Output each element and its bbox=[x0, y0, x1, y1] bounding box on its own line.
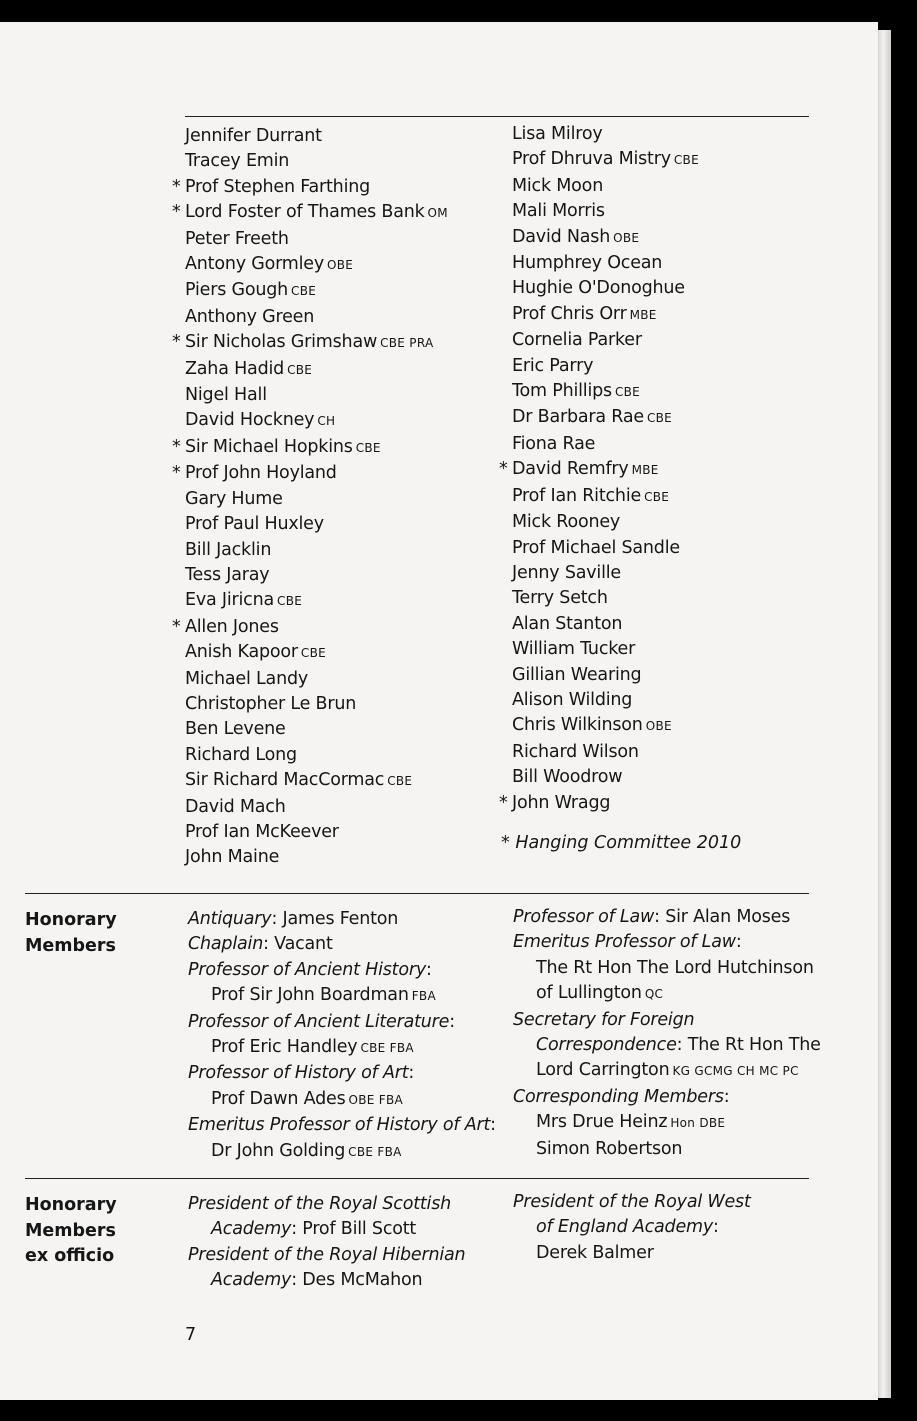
academician-item bbox=[512, 484, 699, 510]
honours: MBE bbox=[629, 307, 657, 322]
member-name: James Fenton bbox=[282, 909, 399, 929]
member-name: Lord Carrington bbox=[536, 1060, 670, 1081]
academician-item bbox=[512, 688, 699, 713]
academician-item bbox=[512, 225, 699, 251]
role-colon: : bbox=[723, 1086, 730, 1107]
member-role: Professor of Law bbox=[513, 907, 655, 927]
section-rule-2 bbox=[25, 1178, 809, 1179]
academician-item bbox=[172, 615, 448, 640]
member-name: Prof Bill Scott bbox=[302, 1219, 417, 1240]
honours: CBE bbox=[644, 489, 670, 504]
academician-item bbox=[185, 149, 448, 174]
honours: MBE bbox=[631, 463, 659, 478]
honours: OBE bbox=[327, 258, 354, 273]
role-colon: : bbox=[263, 934, 269, 955]
academician-name: Lord Foster of Thames Bank bbox=[185, 202, 425, 223]
hanging-committee-star: * bbox=[499, 792, 508, 813]
academician-name: Eva Jiricna bbox=[185, 590, 275, 611]
academician-item bbox=[499, 457, 699, 483]
member-role: of England Academy bbox=[536, 1217, 714, 1238]
page-edge bbox=[878, 30, 891, 1398]
academician-name: Nigel Hall bbox=[185, 385, 267, 406]
academician-item bbox=[512, 199, 699, 224]
academician-name: Allen Jones bbox=[185, 616, 279, 637]
member-name: Mrs Drue Heinz bbox=[536, 1112, 668, 1133]
academician-name: Prof Paul Huxley bbox=[185, 514, 324, 535]
member-name: Dr John Golding bbox=[211, 1140, 346, 1161]
honours: OM bbox=[427, 206, 448, 221]
academician-name: Mali Morris bbox=[512, 201, 605, 222]
member-entry bbox=[513, 1085, 821, 1110]
academician-item bbox=[185, 563, 448, 588]
top-rule bbox=[185, 116, 809, 117]
academician-name: David Nash bbox=[512, 226, 611, 247]
academician-name: Piers Gough bbox=[185, 280, 289, 301]
member-entry bbox=[513, 1033, 821, 1058]
member-entry bbox=[188, 932, 496, 957]
academician-item bbox=[172, 461, 448, 486]
academician-name: Prof Michael Sandle bbox=[512, 537, 680, 558]
member-entry bbox=[513, 1190, 751, 1215]
academician-item bbox=[185, 124, 448, 149]
member-entry bbox=[188, 1113, 496, 1138]
honours: OBE bbox=[645, 719, 672, 734]
honours: CBE bbox=[291, 284, 317, 299]
academician-item bbox=[185, 795, 448, 820]
member-name: Sir Alan Moses bbox=[665, 907, 791, 927]
academician-name: Michael Landy bbox=[185, 668, 309, 689]
member-entry bbox=[188, 1139, 496, 1165]
section-rule-1 bbox=[25, 893, 809, 894]
member-name: Vacant bbox=[274, 934, 333, 955]
academician-item bbox=[512, 302, 699, 328]
academician-name: Richard Wilson bbox=[512, 741, 639, 762]
academician-item bbox=[512, 405, 699, 431]
academician-name: Anish Kapoor bbox=[185, 642, 298, 663]
member-role: President of the Royal Hibernian bbox=[188, 1244, 466, 1265]
member-name: Prof Dawn Ades bbox=[211, 1088, 346, 1109]
page-number: 7 bbox=[185, 1325, 197, 1345]
member-entry bbox=[513, 956, 821, 981]
hanging-committee-star: * bbox=[172, 436, 181, 457]
academician-name: Prof Chris Orr bbox=[512, 303, 627, 324]
member-name: Simon Robertson bbox=[536, 1138, 683, 1159]
honorary-members-left bbox=[188, 907, 496, 1165]
academician-item bbox=[512, 637, 699, 662]
academician-item bbox=[185, 640, 448, 666]
academician-name: Gary Hume bbox=[185, 488, 283, 509]
academician-name: Fiona Rae bbox=[512, 433, 596, 454]
member-entry bbox=[188, 1035, 496, 1061]
honorary-members-right bbox=[513, 905, 821, 1162]
academician-name: Peter Freeth bbox=[185, 228, 289, 249]
academician-name: Sir Nicholas Grimshaw bbox=[185, 332, 378, 353]
member-role: President of the Royal West bbox=[513, 1192, 751, 1212]
academician-item bbox=[185, 768, 448, 794]
member-entry bbox=[188, 1243, 465, 1268]
member-entry bbox=[513, 930, 821, 955]
member-role: Academy bbox=[211, 1270, 292, 1291]
honorary-members-label: Honorary Members bbox=[25, 910, 117, 956]
academician-item bbox=[185, 383, 448, 408]
academician-name: David Mach bbox=[185, 796, 286, 817]
academician-item bbox=[512, 147, 699, 173]
academician-item bbox=[512, 328, 699, 353]
hanging-committee-star: * bbox=[172, 616, 181, 637]
academician-name: Dr Barbara Rae bbox=[512, 407, 644, 428]
academician-name: Prof Dhruva Mistry bbox=[512, 149, 671, 170]
member-role: Secretary for Foreign bbox=[513, 1009, 695, 1030]
academician-name: Bill Woodrow bbox=[512, 767, 623, 788]
honours: CBE bbox=[300, 646, 326, 661]
academician-name: Sir Michael Hopkins bbox=[185, 436, 353, 457]
academician-name: Prof Ian McKeever bbox=[185, 821, 339, 842]
academician-name: Gillian Wearing bbox=[512, 664, 642, 685]
honours: CBE bbox=[614, 385, 641, 400]
academician-item bbox=[512, 276, 699, 301]
academician-item bbox=[512, 251, 699, 276]
academician-item bbox=[512, 740, 699, 765]
member-entry bbox=[188, 1087, 496, 1113]
academician-name: Cornelia Parker bbox=[512, 330, 642, 351]
academician-name: Prof John Hoyland bbox=[185, 463, 337, 484]
hanging-committee-star: * bbox=[499, 459, 508, 480]
honours: CBE bbox=[355, 440, 381, 455]
academician-name: Zaha Hadid bbox=[185, 358, 285, 379]
academician-name: Anthony Green bbox=[185, 306, 315, 327]
member-entry bbox=[188, 1192, 465, 1217]
member-role: Academy bbox=[211, 1219, 292, 1240]
hanging-committee-star: * bbox=[172, 463, 181, 484]
academician-name: Antony Gormley bbox=[185, 254, 325, 275]
academician-item bbox=[512, 174, 699, 199]
hanging-committee-star: * bbox=[172, 332, 181, 353]
academician-item bbox=[185, 717, 448, 742]
member-name: Prof Sir John Boardman bbox=[211, 985, 409, 1006]
academician-item bbox=[185, 743, 448, 768]
member-entry bbox=[188, 1061, 496, 1086]
member-entry bbox=[513, 1008, 821, 1033]
academician-item bbox=[499, 791, 699, 816]
hanging-committee-note: * Hanging Committee 2010 bbox=[501, 833, 742, 853]
honours: KG GCMG CH MC PC bbox=[672, 1064, 799, 1079]
academician-item bbox=[185, 845, 448, 870]
honours: CBE bbox=[287, 362, 313, 377]
member-name: The Rt Hon The bbox=[687, 1035, 821, 1056]
member-name: Derek Balmer bbox=[536, 1242, 654, 1263]
academician-name: Richard Long bbox=[185, 744, 297, 765]
academician-item bbox=[185, 278, 448, 304]
academician-item bbox=[185, 588, 448, 614]
academician-item bbox=[512, 713, 699, 739]
academician-item bbox=[512, 561, 699, 586]
academician-name: Humphrey Ocean bbox=[512, 253, 663, 274]
member-name: of Lullington bbox=[536, 983, 642, 1004]
member-role: Professor of Ancient History bbox=[188, 959, 426, 980]
academician-name: David Hockney bbox=[185, 410, 315, 431]
member-entry bbox=[513, 905, 821, 930]
academician-name: Mick Rooney bbox=[512, 512, 621, 533]
honours: CBE FBA bbox=[360, 1041, 414, 1056]
member-name: Prof Eric Handley bbox=[211, 1037, 358, 1058]
role-colon: : bbox=[735, 932, 742, 953]
academician-name: John Maine bbox=[185, 847, 280, 868]
role-colon: : bbox=[713, 1217, 719, 1238]
honours: CBE bbox=[277, 594, 303, 609]
academician-name: Alison Wilding bbox=[512, 689, 633, 710]
academician-item bbox=[185, 357, 448, 383]
academician-name: Ben Levene bbox=[185, 719, 286, 740]
academician-item bbox=[512, 765, 699, 790]
role-colon: : bbox=[490, 1115, 496, 1136]
role-colon: : bbox=[271, 909, 278, 929]
academician-name: Sir Richard MacCormac bbox=[185, 770, 385, 791]
role-colon: : bbox=[426, 959, 432, 980]
member-role: Corresponding Members bbox=[513, 1086, 724, 1107]
member-entry bbox=[513, 1241, 751, 1266]
honours: CBE bbox=[646, 411, 673, 426]
academician-name: Mick Moon bbox=[512, 175, 604, 196]
role-colon: : bbox=[291, 1270, 297, 1291]
academician-item bbox=[172, 175, 448, 200]
member-entry bbox=[513, 1058, 821, 1084]
member-name: The Rt Hon The Lord Hutchinson bbox=[536, 957, 814, 978]
member-role: Professor of History of Art bbox=[188, 1063, 409, 1084]
member-name: Des McMahon bbox=[302, 1270, 423, 1291]
academician-item bbox=[512, 122, 699, 147]
member-entry bbox=[188, 983, 496, 1009]
academician-item bbox=[185, 512, 448, 537]
academician-item bbox=[512, 536, 699, 561]
academician-item bbox=[185, 252, 448, 278]
academician-item bbox=[512, 354, 699, 379]
honours: OBE FBA bbox=[348, 1092, 404, 1107]
academician-name: Jenny Saville bbox=[512, 562, 621, 583]
member-entry bbox=[513, 1110, 821, 1136]
academician-name: Alan Stanton bbox=[512, 613, 623, 634]
honours: Hon DBE bbox=[670, 1116, 726, 1131]
academician-name: Terry Setch bbox=[512, 588, 608, 609]
academician-name: Hughie O'Donoghue bbox=[512, 278, 685, 299]
academician-item bbox=[512, 510, 699, 535]
ex-officio-label: Honorary Members ex officio bbox=[25, 1195, 117, 1266]
role-colon: : bbox=[408, 1063, 415, 1084]
academician-item bbox=[512, 612, 699, 637]
honours: FBA bbox=[411, 989, 436, 1004]
role-colon: : bbox=[676, 1035, 683, 1056]
member-entry bbox=[513, 981, 821, 1007]
academician-name: Eric Parry bbox=[512, 355, 594, 376]
academician-name: Christopher Le Brun bbox=[185, 693, 357, 714]
academician-name: William Tucker bbox=[512, 639, 636, 660]
member-role: Antiquary bbox=[188, 909, 272, 929]
member-entry bbox=[188, 1217, 465, 1242]
academician-name: Bill Jacklin bbox=[185, 539, 272, 560]
academician-item bbox=[185, 667, 448, 692]
academician-item bbox=[172, 200, 448, 226]
honours: OBE bbox=[613, 230, 640, 245]
honours: QC bbox=[644, 987, 664, 1002]
member-role: Emeritus Professor of Law bbox=[513, 932, 736, 953]
role-colon: : bbox=[291, 1219, 297, 1240]
academicians-list-right bbox=[499, 122, 699, 816]
academician-item bbox=[185, 692, 448, 717]
academician-item bbox=[512, 379, 699, 405]
academician-item bbox=[185, 538, 448, 563]
member-role: President of the Royal Scottish bbox=[188, 1194, 451, 1214]
member-role: Correspondence bbox=[536, 1035, 677, 1056]
honours: CBE bbox=[387, 774, 413, 789]
academician-item bbox=[172, 435, 448, 461]
member-role: Emeritus Professor of History of Art bbox=[188, 1115, 491, 1136]
member-entry bbox=[513, 1137, 821, 1162]
academician-item bbox=[185, 227, 448, 252]
academician-item bbox=[185, 408, 448, 434]
member-role: Professor of Ancient Literature bbox=[188, 1011, 450, 1032]
member-entry bbox=[188, 958, 496, 983]
role-colon: : bbox=[654, 907, 660, 927]
honours: CBE FBA bbox=[348, 1144, 402, 1159]
academician-name: David Remfry bbox=[512, 459, 629, 480]
academician-item bbox=[185, 487, 448, 512]
hanging-committee-star: * bbox=[172, 176, 181, 197]
academician-name: Tess Jaray bbox=[185, 564, 270, 585]
academician-item bbox=[185, 820, 448, 845]
academician-item bbox=[512, 432, 699, 457]
academician-name: Jennifer Durrant bbox=[185, 126, 322, 146]
academician-name: Tracey Emin bbox=[185, 151, 290, 172]
academician-name: Prof Stephen Farthing bbox=[185, 176, 371, 197]
honours: CH bbox=[317, 414, 336, 429]
honours: CBE bbox=[673, 153, 699, 168]
academician-name: Chris Wilkinson bbox=[512, 715, 643, 736]
academician-name: Prof Ian Ritchie bbox=[512, 485, 642, 506]
member-entry bbox=[188, 907, 496, 932]
academician-item bbox=[172, 330, 448, 356]
honours: CBE PRA bbox=[380, 336, 434, 351]
academician-name: John Wragg bbox=[512, 792, 611, 813]
ex-officio-left bbox=[188, 1192, 465, 1294]
role-colon: : bbox=[449, 1011, 455, 1032]
academician-name: Tom Phillips bbox=[512, 381, 612, 402]
academician-name: Lisa Milroy bbox=[512, 124, 603, 144]
ex-officio-right bbox=[513, 1190, 751, 1266]
academician-item bbox=[512, 663, 699, 688]
member-role: Chaplain bbox=[188, 934, 264, 955]
member-entry bbox=[513, 1215, 751, 1240]
member-entry bbox=[188, 1268, 465, 1293]
academicians-list-left bbox=[172, 124, 448, 871]
member-entry bbox=[188, 1010, 496, 1035]
academician-item bbox=[185, 305, 448, 330]
academician-item bbox=[512, 586, 699, 611]
hanging-committee-star: * bbox=[172, 202, 181, 223]
